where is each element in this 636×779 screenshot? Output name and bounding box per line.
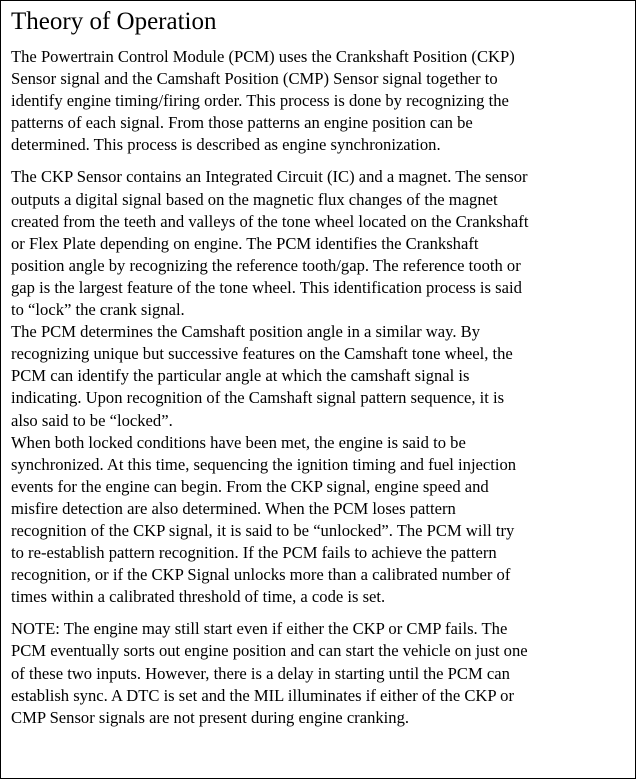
document-body	[11, 46, 627, 729]
paragraph-ckp-sensor: The CKP Sensor contains an Integrated Circuit (IC) and a magnet. The sensor outputs a digital signal based on the magnetic flux changes of the magnet created from the teeth and valleys of the tone wheel located on the Crankshaft or Flex Plate depending on engine. The PCM identifies the Crankshaft position angle by recognizing the reference tooth/gap. The reference tooth or gap is the largest feature of the tone wheel. This identification process is said to “lock” the crank signal.	[11, 167, 529, 320]
paragraph-camshaft-position: The PCM determines the Camshaft position angle in a similar way. By recognizing unique but successive features on the Camshaft tone wheel, the PCM can identify the particular angle at which the camshaft signal is indicating. Upon recognition of the Camshaft signal pattern sequence, it is also said to be “locked”.	[11, 322, 513, 430]
paragraph-note: NOTE: The engine may still start even if either the CKP or CMP fails. The PCM eventually sorts out engine position and can start the vehicle on just one of these two inputs. However, there is a delay in starting until the PCM can establish sync. A DTC is set and the MIL illuminates if either of the CKP or CMP Sensor signals are not present during engine cranking.	[11, 619, 528, 727]
paragraph-synchronization: The Powertrain Control Module (PCM) uses the Crankshaft Position (CKP) Sensor signal and the Camshaft Position (CMP) Sensor signal together to identify engine timing/firing order. This process is done by recognizing the patterns of each signal. From those patterns an engine position can be determined. This process is described as engine synchronization.	[11, 47, 515, 155]
document-title: Theory of Operation	[11, 8, 217, 35]
paragraph-locked-conditions: When both locked conditions have been met, the engine is said to be synchronized. At this time, sequencing the ignition timing and fuel injection events for the engine can begin. From the CKP signal, engine speed and misfire detection are also determined. When the PCM loses pattern recognition of the CKP signal, it is said to be “unlocked”. The PCM will try to re-establish pattern recognition. If the PCM fails to achieve the pattern recognition, or if the CKP Signal unlocks more than a calibrated number of times within a calibrated threshold of time, a code is set.	[11, 432, 517, 607]
